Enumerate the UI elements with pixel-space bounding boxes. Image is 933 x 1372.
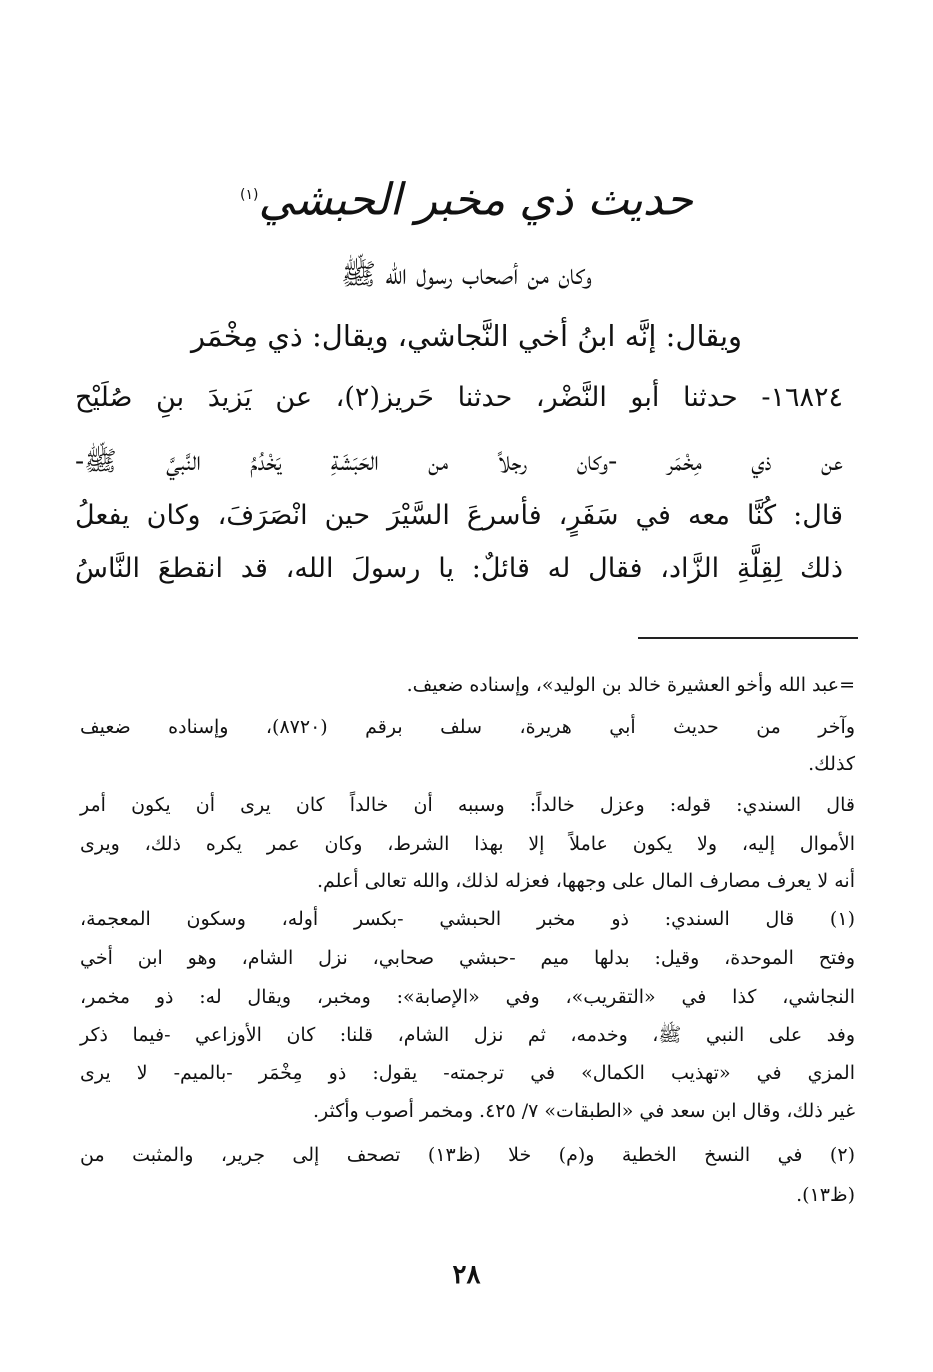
footnote-line: (١) قال السندي: ذو مخبر الحبشي -بكسر أوله، وسكون المعجمة، [80, 908, 855, 930]
chapter-title [200, 150, 733, 240]
footnote-line: (ظ١٣). [796, 1184, 855, 1206]
footnote-line: =عبد الله وأخو العشيرة خالد بن الوليد»، وإسناده ضعيف. [406, 674, 855, 696]
footnote-line: غير ذلك، وقال ابن سعد في «الطبقات» ٧/ ٤٢٥. ومخمر أصوب وأكثر. [312, 1100, 855, 1122]
footnote-line: الأموال إليه، ولا يكون عاملاً إلا بهذا الشرط، وكان عمر يكره ذلك، ويرى [80, 833, 855, 855]
hadith-text-line-1: ١٦٨٢٤- حدثنا أبو النَّضْر، حدثنا حَريز(٢)، عن يَزيدَ بنِ صُلَيْح [75, 382, 843, 413]
hadith-text-line-3: قال: كُنَّا معه في سَفَرٍ، فأسرعَ السَّيْرَ حين انْصَرَفَ، وكان يفعلُ [75, 500, 843, 531]
footnote-line: (٢) في النسخ الخطية و(م) خلا (ظ١٣) تصحف إلى جرير، والمثبت من [80, 1144, 855, 1166]
footnote-line: قال السندي: قوله: وعزل خالداً: وسببه أن خالداً كان يرى أن يكون أمر [80, 794, 855, 816]
subtitle-line-2: ويقال: إنَّه ابنُ أخي النَّجاشي، ويقال: ذي مِخْمَر [190, 319, 743, 353]
hadith-text-line-4: ذلك لِقِلَّةِ الزَّاد، فقال له قائلٌ: يا رسولَ الله، قد انقطعَ النَّاسُ [75, 553, 843, 584]
hadith-text-line-2: عن ذي مِخْمَر -وكان رجلاً من الحَبَشَةِ يَخْدُمُ النَّبيَّ ﷺ- [75, 446, 843, 477]
chapter-title-text: حديث ذي مخبر الحبشي [258, 174, 693, 226]
footnote-line: وآخر من حديث أبي هريرة، سلف برقم (٨٧٢٠)، وإسناده ضعيف [80, 716, 855, 738]
subtitle-line-1: وكان من أصحاب رسول الله ﷺ [341, 257, 592, 291]
footnote-line: النجاشي، كذا في «التقريب»، وفي «الإصابة»: ومخبر، ويقال له: ذو مخمر، [80, 986, 855, 1008]
footnote-divider [638, 637, 858, 639]
chapter-title-footnote-mark: (١) [240, 187, 259, 203]
footnote-line: أنه لا يعرف مصارف المال على وجهها، فعزله لذلك، والله تعالى أعلم. [316, 870, 855, 892]
footnote-line: وفتح الموحدة، وقيل: بدلها ميم -حبشي صحابي، نزل الشام، وهو ابن أخي [80, 947, 855, 969]
page-number: ٢٨ [452, 1260, 481, 1290]
footnote-line: كذلك. [808, 753, 855, 775]
footnote-line: المزي في «تهذيب الكمال» في ترجمته- يقول: ذو مِخْمَر -بالميم- لا يرى [80, 1062, 855, 1084]
footnote-line: وفد على النبي ﷺ، وخدمه، ثم نزل الشام، قلنا: كان الأوزاعي -فيما ذكر [80, 1024, 855, 1046]
